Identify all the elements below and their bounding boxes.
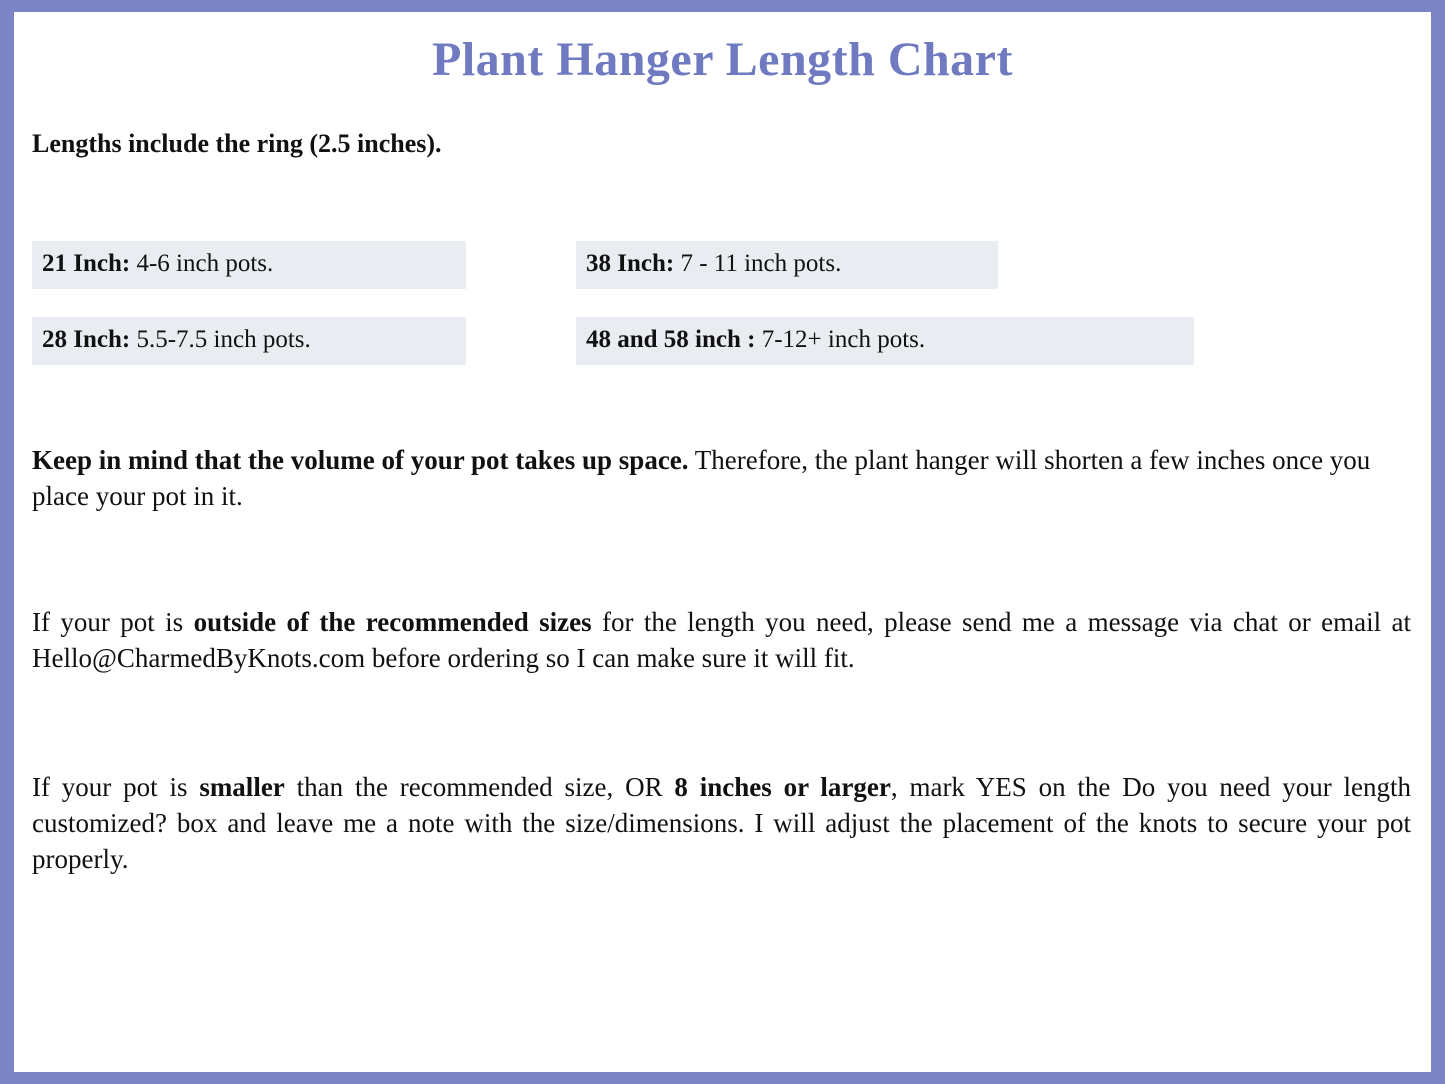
intro-text: Lengths include the ring (2.5 inches). <box>32 128 442 158</box>
paragraph-bold-lead: Keep in mind that the volume of your pot takes up space. <box>32 444 689 475</box>
size-row-28-inch <box>32 317 466 365</box>
paragraph-text: If your pot is <box>32 606 194 637</box>
size-row-21-inch <box>32 241 466 289</box>
size-row-48-58-inch <box>576 317 1194 365</box>
paragraph-bold-smaller: smaller <box>199 772 285 803</box>
paragraph-text: for the length you need, please send me a message via chat or email at Hello@CharmedByKnots.com before ordering so I can make sure it will fit. <box>32 606 1412 673</box>
size-chart <box>14 241 1431 381</box>
paragraph-bold-larger: 8 inches or larger <box>674 772 891 803</box>
paragraph-outside-sizes <box>32 605 1411 677</box>
size-value: 7 - 11 inch pots. <box>674 249 842 277</box>
paragraph-text: Therefore, the plant hanger will shorten a few inches once you place your pot in it. <box>32 444 1371 511</box>
document-page <box>14 12 1431 1072</box>
paragraph-volume-note <box>32 443 1411 515</box>
paragraph-text: , mark YES on the Do you need your length customized? box and leave me a note with the size/dimensions. I will adjust the placement of the knots to secure your pot properly. <box>32 772 1412 875</box>
paragraph-text: If your pot is <box>32 772 200 803</box>
size-label: 38 Inch: <box>586 249 675 277</box>
size-value: 7-12+ inch pots. <box>755 325 926 353</box>
size-label: 28 Inch: <box>42 325 131 353</box>
paragraph-bold-phrase: outside of the recommended sizes <box>193 606 592 637</box>
size-value: 4-6 inch pots. <box>130 249 274 277</box>
size-value: 5.5-7.5 inch pots. <box>130 325 311 353</box>
paragraph-custom-length <box>32 770 1411 878</box>
size-label: 21 Inch: <box>42 249 131 277</box>
paragraph-text: than the recommended size, OR <box>284 772 675 803</box>
size-row-38-inch <box>576 241 998 289</box>
page-title: Plant Hanger Length Chart <box>432 33 1013 86</box>
size-label: 48 and 58 inch : <box>586 325 756 353</box>
